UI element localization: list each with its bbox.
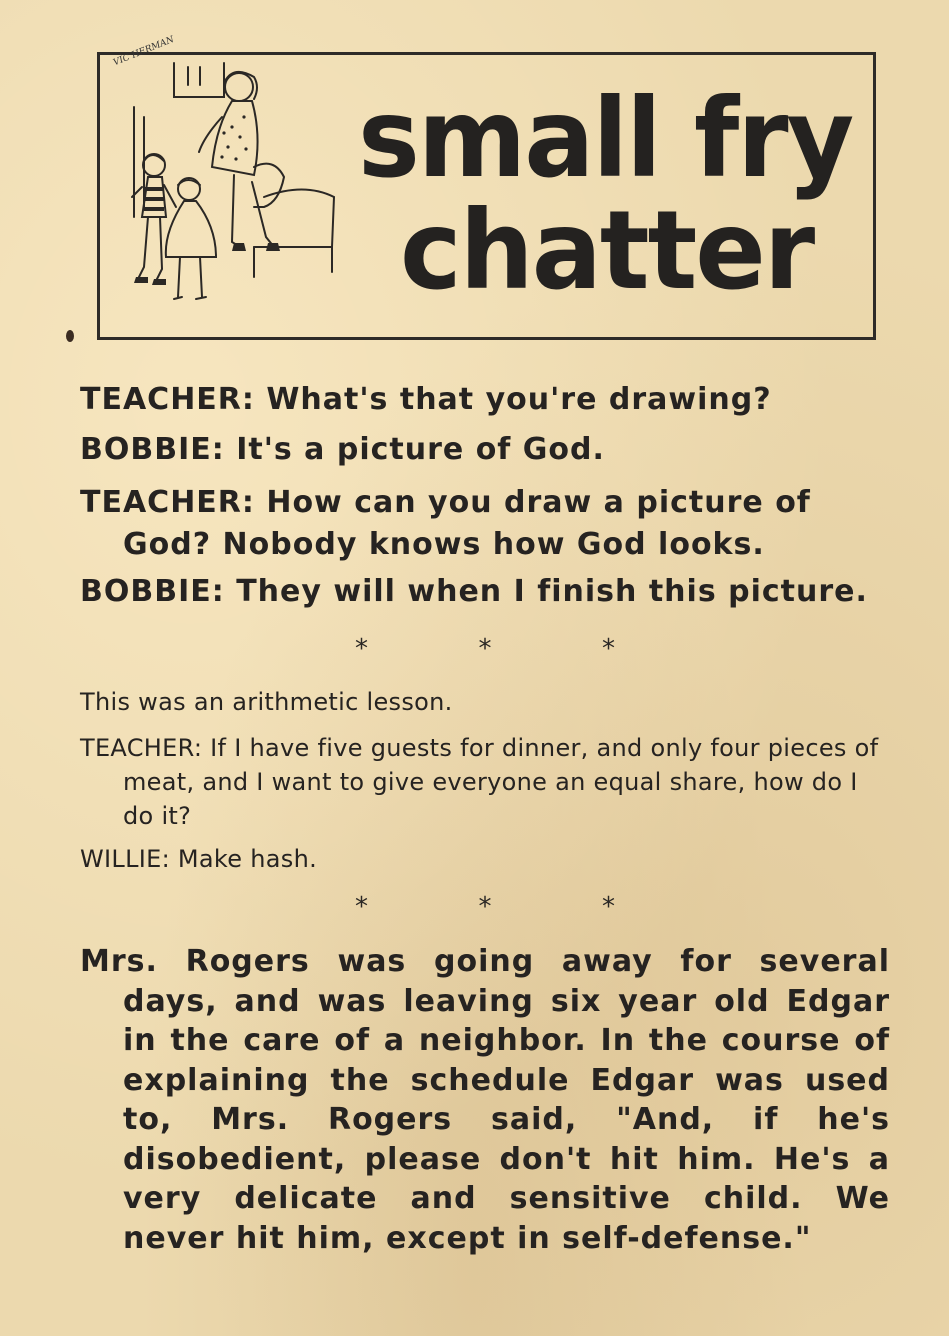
dialogue-line: BOBBIE: They will when I finish this picture. [80,574,868,609]
separator-star: * [602,634,615,664]
dialogue-line: TEACHER: What's that you're drawing? [80,382,772,417]
separator [355,892,615,922]
dialogue-line: WILLIE: Make hash. [80,845,318,873]
separator-star: * [478,892,492,922]
dialogue-line: BOBBIE: It's a picture of God. [80,432,605,467]
dialogue-line: TEACHER: If I have five guests for dinner, and only four pieces of meat, and I want to give everyone an equal share, how do I do it? [80,734,879,830]
lesson-intro: This was an arithmetic lesson. [80,688,453,716]
separator-star: * [602,892,615,922]
page-title-line-1: small fry [358,73,853,203]
page-title-line-2: chatter [400,185,814,315]
cartoon-illustration [104,57,354,337]
header-panel [97,34,876,340]
separator [355,634,615,664]
separator-star: * [355,634,368,664]
separator-star: * [478,634,492,664]
dialogue-line: TEACHER: How can you draw a picture of God? Nobody knows how God looks. [80,485,811,562]
artist-signature: VIC HERMAN [112,34,176,69]
ink-blot [66,330,74,342]
separator-star: * [355,892,368,922]
anecdote-paragraph: Mrs. Rogers was going away for several days, and was leaving six year old Edgar in the care of a neighbor. In the course of explaining the schedule Edgar was used to, Mrs. Rogers said, "And, if he's disobedient, please don't hit him. He's a very delicate and sensitive child. We never hit him, except in self-defense." [80,944,890,1256]
